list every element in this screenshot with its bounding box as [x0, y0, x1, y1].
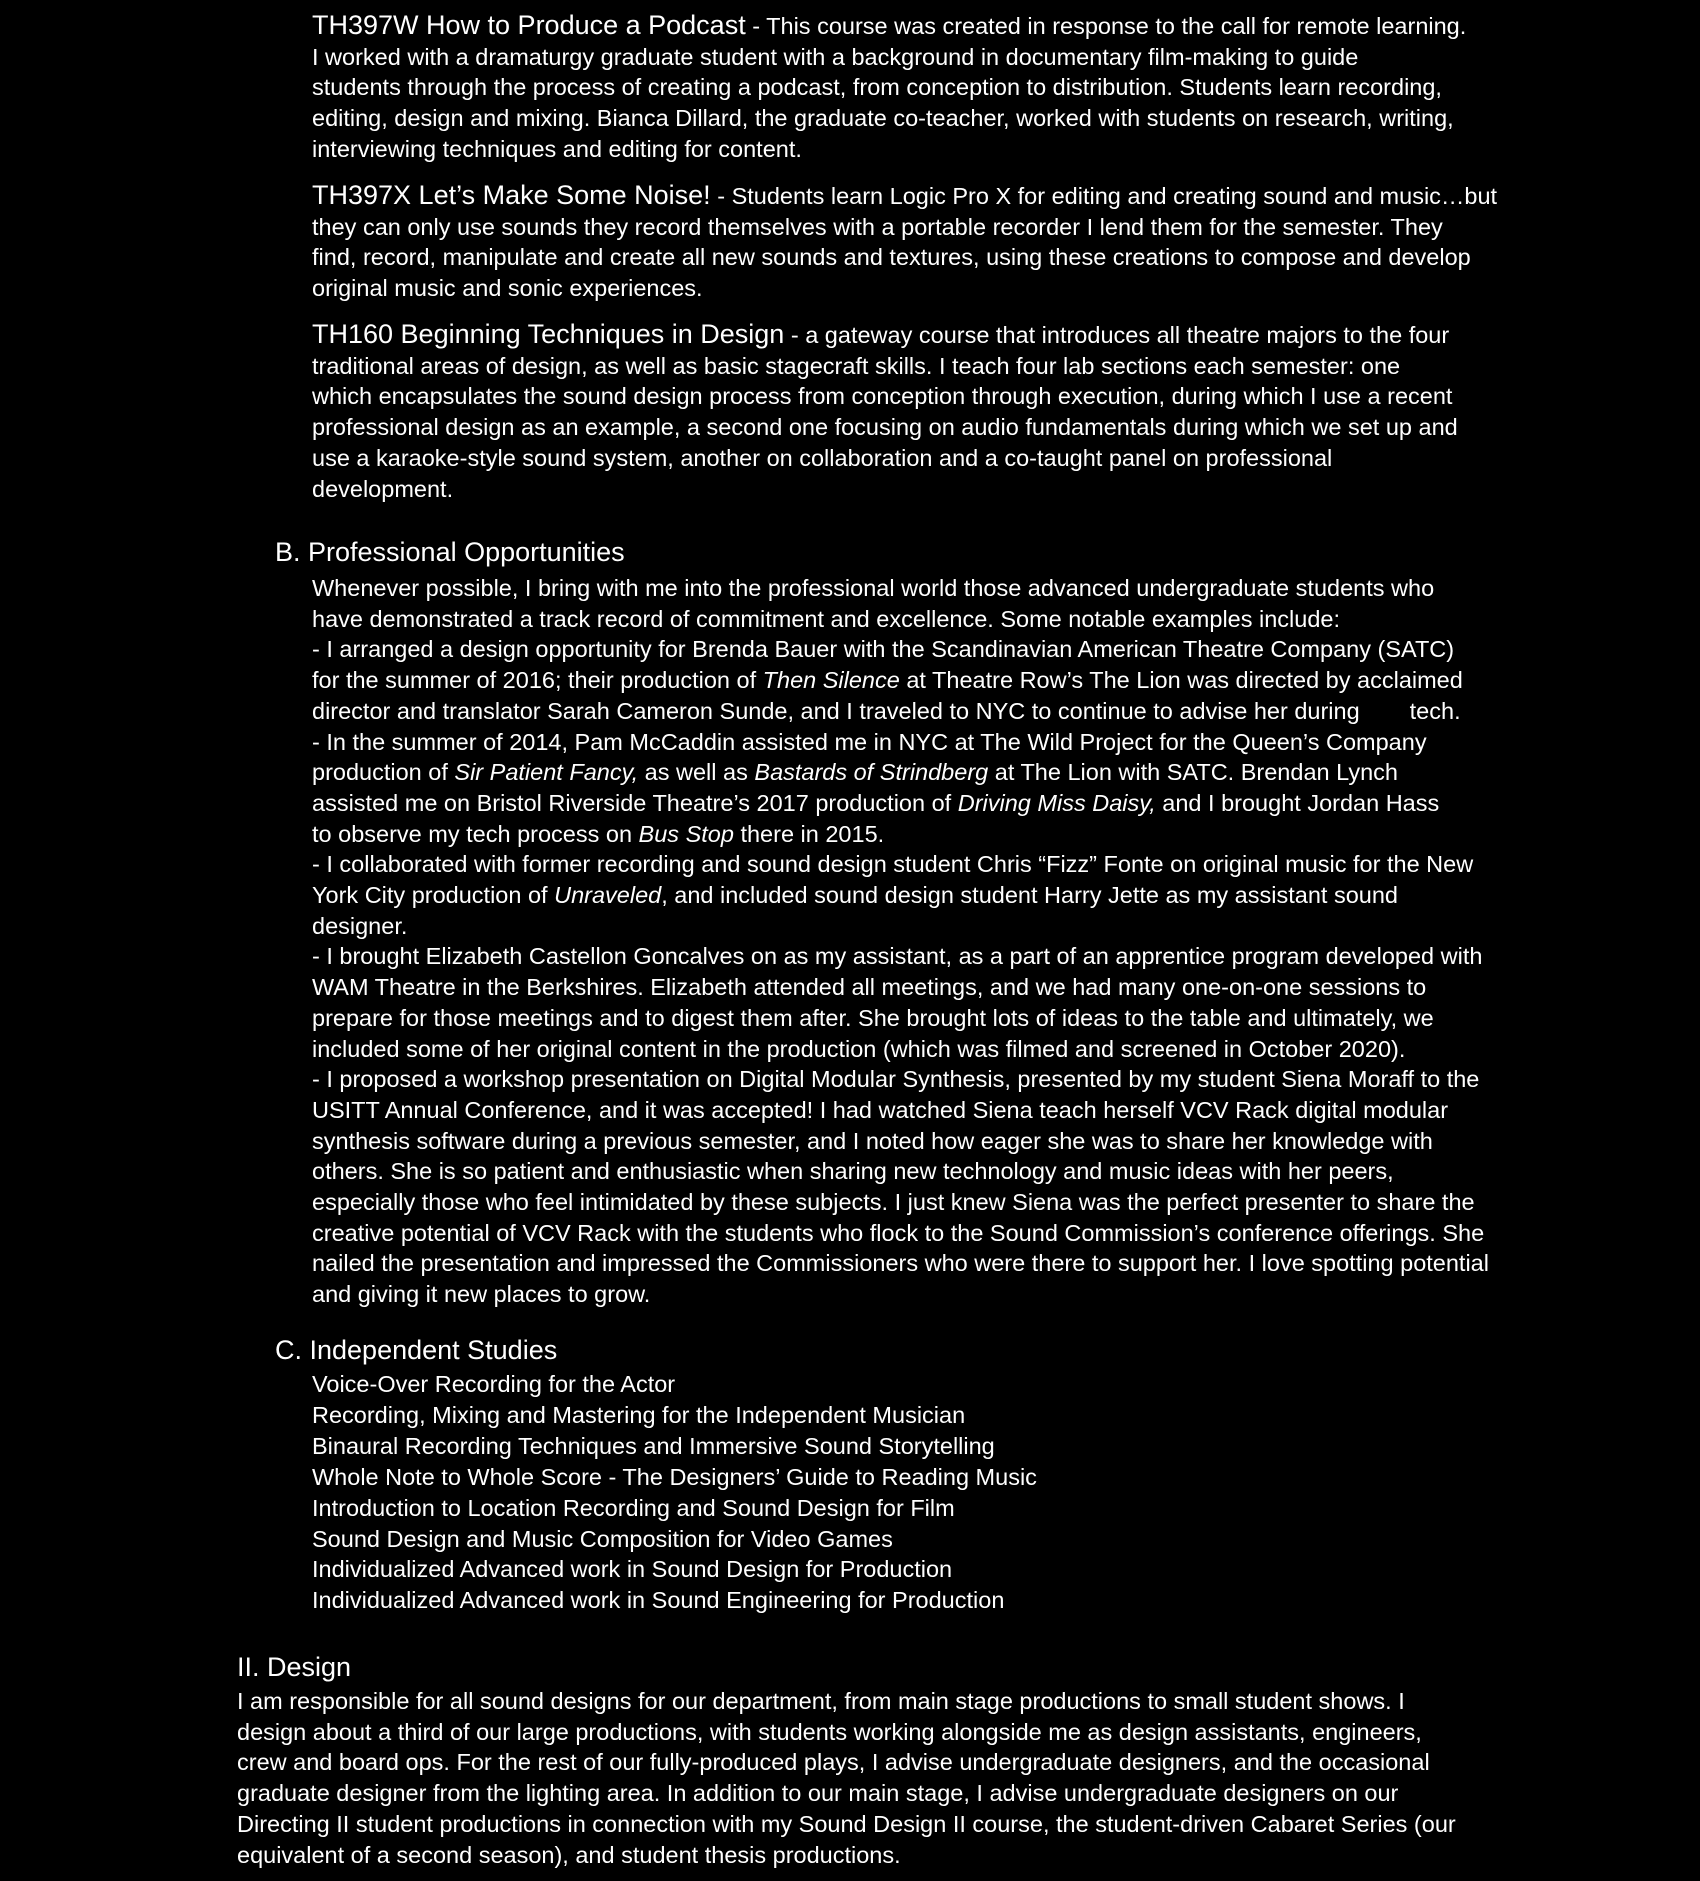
body-text: York City production of: [312, 882, 555, 909]
course-text: they can only use sounds they record themselves with a portable recorder I lend them for the semester. They: [312, 213, 1443, 240]
body-text: Directing II student productions in connection with my Sound Design II course, the student-driven Cabaret Series (our: [237, 1810, 1456, 1837]
design-body: [237, 1686, 1547, 1870]
body-text: equivalent of a second season), and student thesis productions.: [237, 1841, 901, 1868]
course-text: use a karaoke-style sound system, another on collaboration and a co-taught panel on professional: [312, 444, 1333, 471]
body-text: especially those who feel intimidated by these subjects. I just knew Siena was the perfect presenter to share the: [312, 1189, 1475, 1216]
body-text: prepare for those meetings and to digest them after. She brought lots of ideas to the table and ultimately, we: [312, 1004, 1434, 1031]
list-item: Binaural Recording Techniques and Immersive Sound Storytelling: [312, 1432, 995, 1459]
body-text: USITT Annual Conference, and it was accepted! I had watched Siena teach herself VCV Rack digital modular: [312, 1096, 1449, 1123]
course-text: - a gateway course that introduces all theatre majors to the four: [784, 322, 1450, 348]
course-text: which encapsulates the sound design process from conception through execution, during which I use a recent: [312, 383, 1453, 410]
production-title: Bastards of Strindberg: [754, 759, 989, 786]
course-text: editing, design and mixing. Bianca Dillard, the graduate co-teacher, worked with students on research, writing,: [312, 105, 1454, 132]
independent-studies-list: [312, 1369, 1037, 1616]
body-text: , and included sound design student Harry Jette as my assistant sound: [661, 882, 1398, 909]
body-text: - I brought Elizabeth Castellon Goncalves on as my assistant, as a part of an apprentice program developed with: [312, 943, 1483, 970]
production-title: Then Silence: [762, 667, 900, 694]
body-text: creative potential of VCV Rack with the students who flock to the Sound Commission’s conference offerings. She: [312, 1219, 1485, 1246]
course-text: interviewing techniques and editing for content.: [312, 135, 802, 162]
body-text: tech.: [1409, 697, 1461, 724]
production-title: Driving Miss Daisy,: [957, 789, 1156, 816]
body-text: for the summer of 2016; their production of: [312, 667, 763, 694]
body-text: synthesis software during a previous semester, and I noted how eager she was to share her knowledge with: [312, 1127, 1433, 1154]
body-text: there in 2015.: [733, 820, 885, 847]
section-heading-professional: B. Professional Opportunities: [275, 537, 625, 567]
course-text: find, record, manipulate and create all new sounds and textures, using these creations to compose and develop: [312, 244, 1471, 271]
course-text: traditional areas of design, as well as basic stagecraft skills. I teach four lab sections each semester: one: [312, 352, 1401, 379]
body-text: - I proposed a workshop presentation on Digital Modular Synthesis, presented by my student Siena Moraff to the: [312, 1066, 1480, 1093]
section-heading-independent: C. Independent Studies: [275, 1335, 558, 1365]
body-text: included some of her original content in the production (which was filmed and screened in October 2020).: [312, 1035, 1406, 1062]
body-text: nailed the presentation and impressed the Commissioners who were there to support her. I love spotting potential: [312, 1250, 1489, 1277]
body-text: - I collaborated with former recording and sound design student Chris “Fizz” Fonte on original music for the New: [312, 851, 1474, 878]
production-title: Unraveled: [554, 882, 662, 909]
part-heading-design: II. Design: [237, 1652, 352, 1682]
body-text: graduate designer from the lighting area. In addition to our main stage, I advise undergraduate designers on our: [237, 1780, 1399, 1807]
body-text: assisted me on Bristol Riverside Theatre’s 2017 production of: [312, 789, 958, 816]
course-title: TH397X Let’s Make Some Noise!: [312, 180, 711, 210]
course-title: TH397W How to Produce a Podcast: [312, 10, 746, 40]
production-title: Bus Stop: [638, 820, 734, 847]
course-text: original music and sonic experiences.: [312, 275, 703, 302]
course-text: - Students learn Logic Pro X for editing and creating sound and music…but: [710, 183, 1498, 209]
body-text: have demonstrated a track record of commitment and excellence. Some notable examples include:: [312, 605, 1341, 632]
body-text: Whenever possible, I bring with me into the professional world those advanced undergraduate students who: [312, 575, 1435, 601]
body-text: and I brought Jordan Hass: [1155, 789, 1440, 816]
list-item: Introduction to Location Recording and Sound Design for Film: [312, 1494, 955, 1521]
production-title: Sir Patient Fancy,: [454, 759, 639, 786]
body-text: and giving it new places to grow.: [312, 1281, 651, 1308]
course-text: professional design as an example, a second one focusing on audio fundamentals during which we set up and: [312, 414, 1458, 441]
body-text: design about a third of our large productions, with students working alongside me as design assistants, engineers,: [237, 1718, 1422, 1745]
body-text: I am responsible for all sound designs for our department, from main stage productions to small student shows. I: [237, 1688, 1405, 1714]
course-entry-design-techniques: [312, 319, 1592, 504]
body-text: to observe my tech process on: [312, 820, 639, 847]
body-text: at Theatre Row’s The Lion was directed by acclaimed: [899, 667, 1463, 694]
course-text: - This course was created in response to the call for remote learning.: [745, 13, 1467, 39]
course-entry-podcast: [312, 10, 1592, 165]
course-text: I worked with a dramaturgy graduate student with a background in documentary film-making to guide: [312, 43, 1359, 70]
course-text: development.: [312, 475, 454, 502]
body-text: production of: [312, 759, 455, 786]
list-item: Individualized Advanced work in Sound Design for Production: [312, 1556, 953, 1583]
list-item: Sound Design and Music Composition for Video Games: [312, 1525, 893, 1552]
course-text: students through the process of creating a podcast, from conception to distribution. Students learn recording,: [312, 74, 1442, 101]
body-text: - In the summer of 2014, Pam McCaddin assisted me in NYC at The Wild Project for the Queen’s Company: [312, 728, 1427, 755]
professional-body: [312, 573, 1602, 1310]
body-text: director and translator Sarah Cameron Sunde, and I traveled to NYC to continue to advise her during: [312, 697, 1360, 724]
list-item: Voice-Over Recording for the Actor: [312, 1371, 676, 1397]
course-entry-noise: [312, 180, 1592, 304]
list-item: Recording, Mixing and Mastering for the Independent Musician: [312, 1401, 966, 1428]
body-text: designer.: [312, 912, 408, 939]
list-item: Individualized Advanced work in Sound Engineering for Production: [312, 1587, 1005, 1614]
body-text: crew and board ops. For the rest of our fully-produced plays, I advise undergraduate designers, and the occasional: [237, 1749, 1430, 1776]
list-item: Whole Note to Whole Score - The Designers’ Guide to Reading Music: [312, 1463, 1037, 1490]
course-title: TH160 Beginning Techniques in Design: [312, 319, 785, 349]
body-text: others. She is so patient and enthusiastic when sharing new technology and music ideas with her peers,: [312, 1158, 1394, 1185]
body-text: at The Lion with SATC. Brendan Lynch: [988, 759, 1398, 786]
body-text: WAM Theatre in the Berkshires. Elizabeth attended all meetings, and we had many one-on-one sessions to: [312, 974, 1427, 1001]
body-text: as well as: [638, 759, 755, 786]
body-text: - I arranged a design opportunity for Brenda Bauer with the Scandinavian American Theatre Company (SATC): [312, 636, 1455, 663]
